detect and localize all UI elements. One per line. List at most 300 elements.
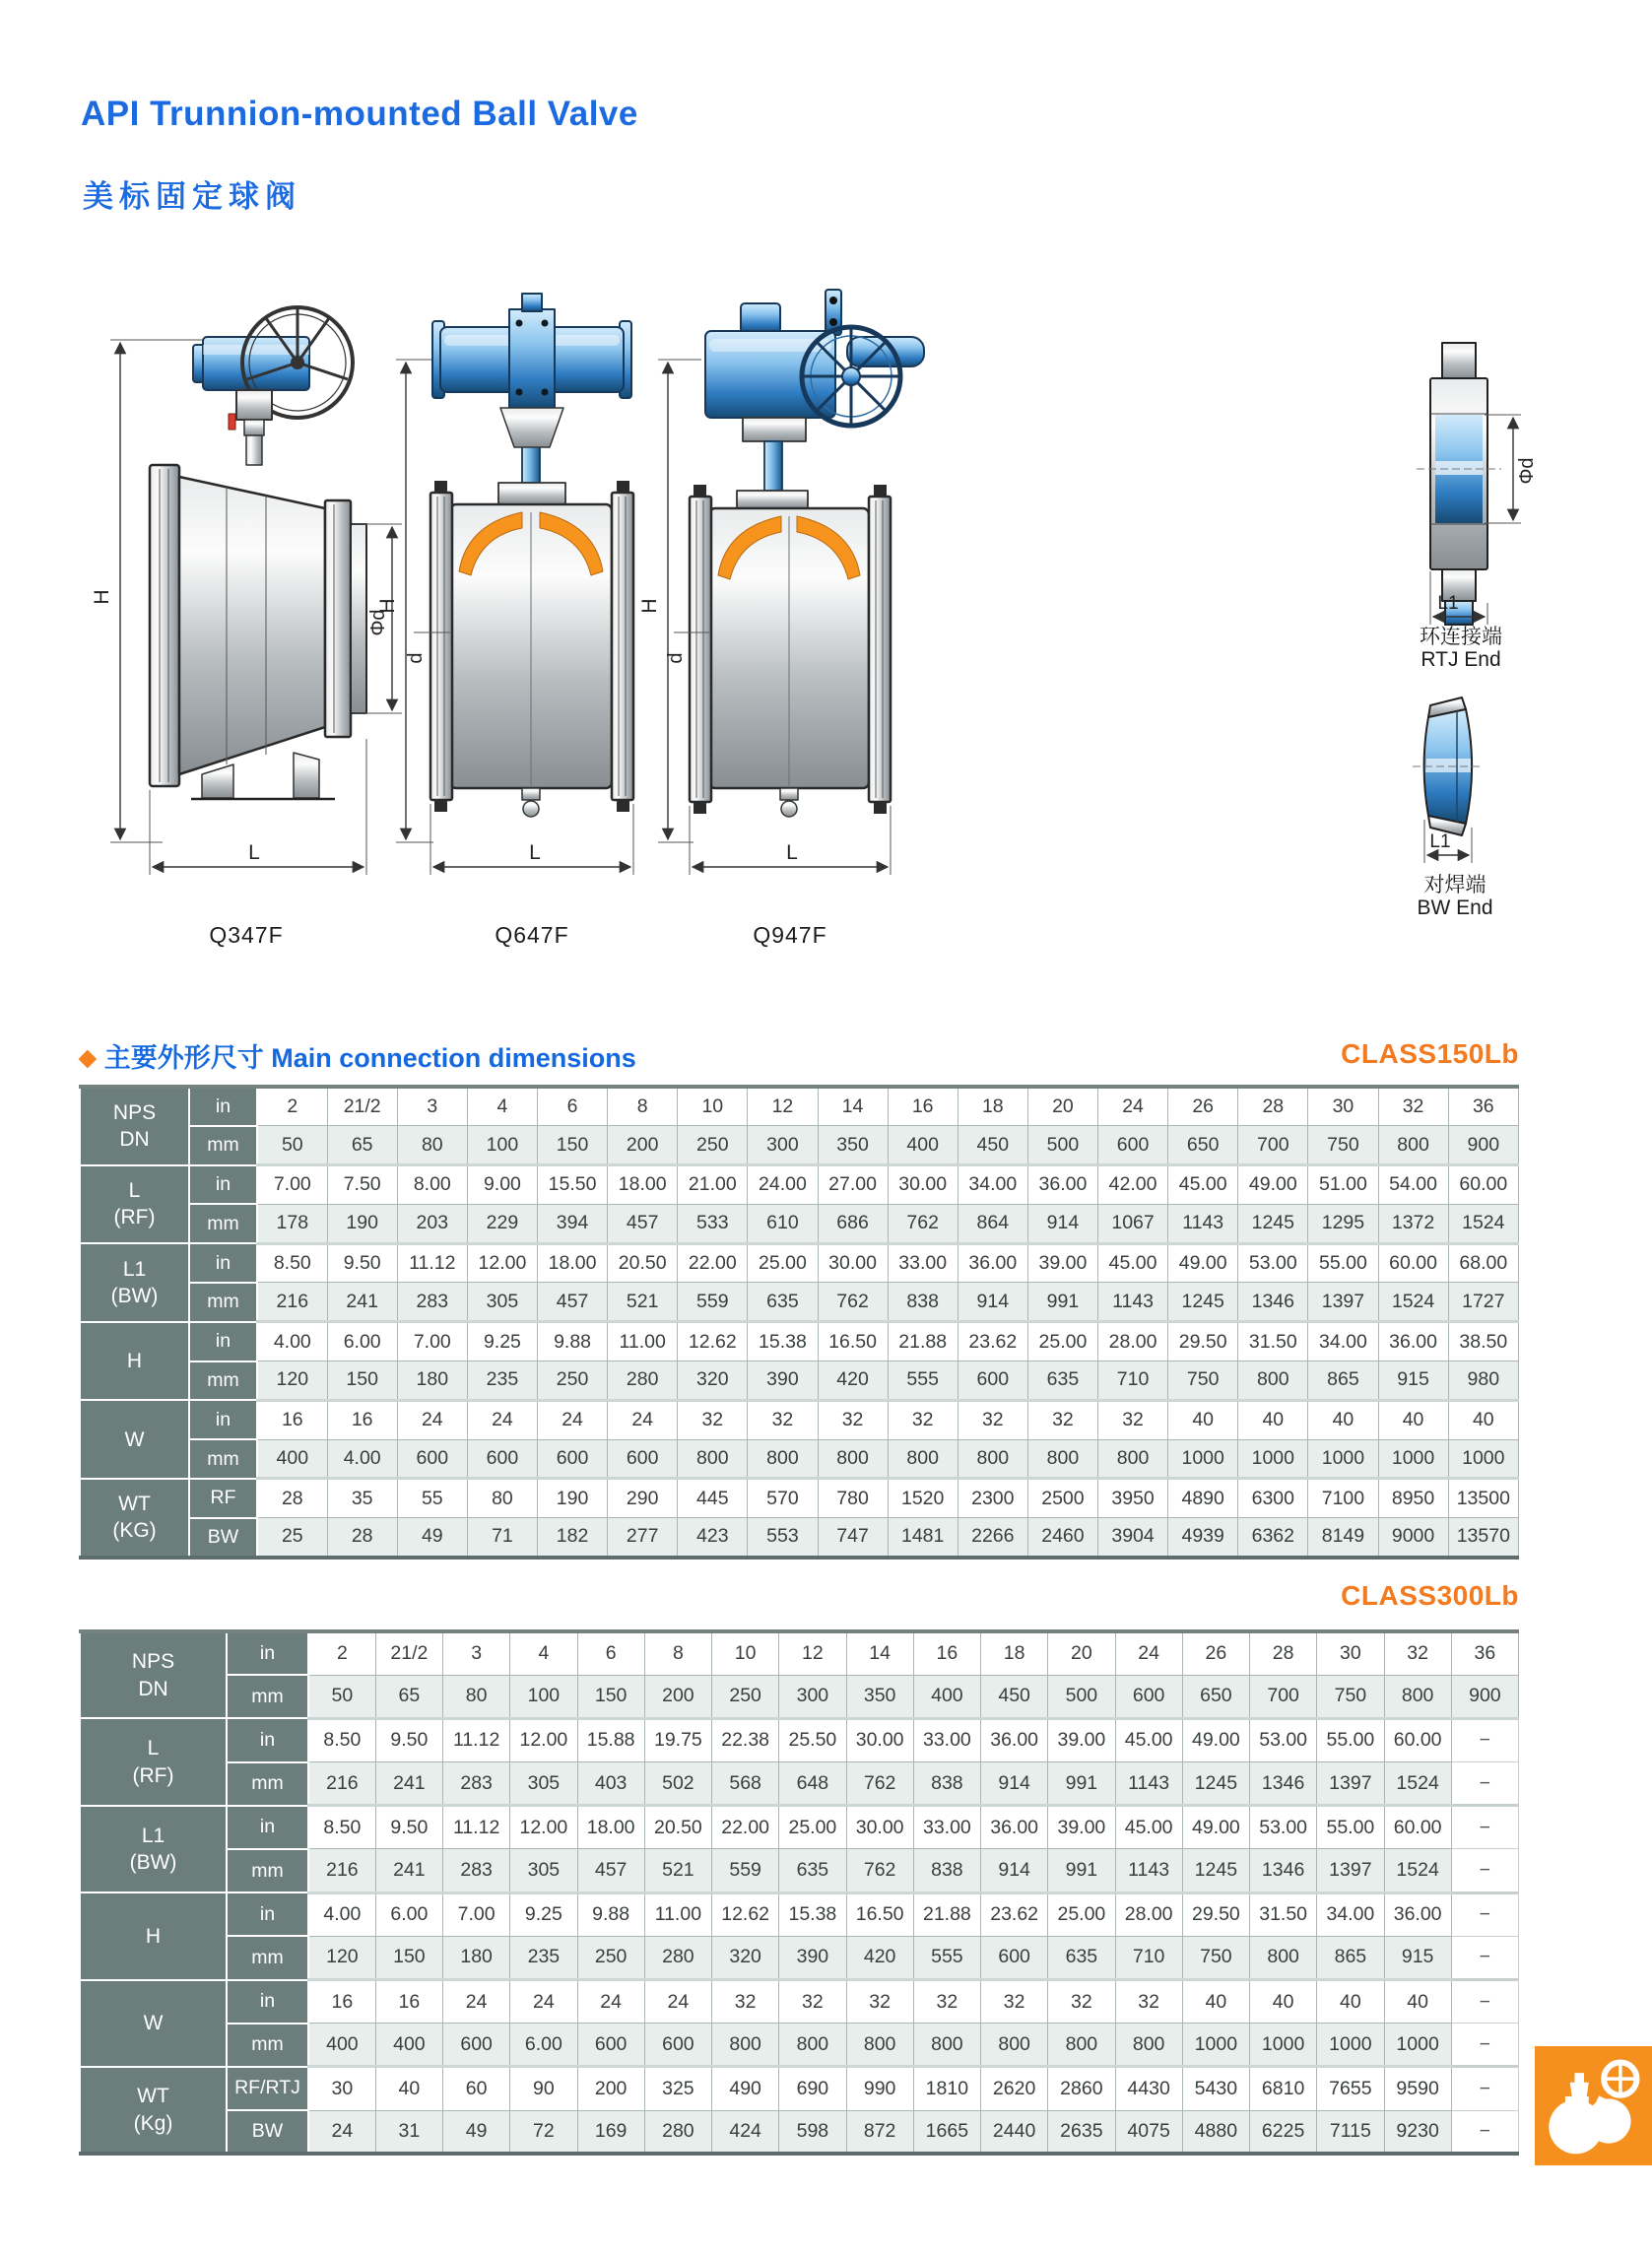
dim-label-h: H — [638, 598, 661, 614]
dimension-cell: 1000 — [1448, 1439, 1518, 1479]
unit-label: mm — [227, 1936, 308, 1979]
dimension-cell: 457 — [608, 1204, 678, 1243]
dimension-cell: 2300 — [958, 1479, 1027, 1518]
class150-dimensions-table — [79, 1085, 1519, 1560]
dimension-cell: 26 — [1168, 1087, 1238, 1126]
dimension-cell: 36.00 — [981, 1718, 1048, 1761]
dimension-cell: 31.50 — [1238, 1322, 1308, 1361]
dimension-cell: 4 — [467, 1087, 537, 1126]
dimension-cell: 216 — [308, 1762, 375, 1806]
rtj-end-label-en: RTJ End — [1421, 648, 1501, 671]
dimension-cell: 747 — [818, 1518, 888, 1558]
dimension-cell: 30.00 — [846, 1718, 913, 1761]
dimension-cell: 325 — [644, 2067, 711, 2110]
dimension-cell: 8.50 — [308, 1718, 375, 1761]
dimension-cell: 4.00 — [308, 1892, 375, 1936]
dimension-cell: 7.00 — [257, 1165, 327, 1205]
dimension-cell: 235 — [510, 1936, 577, 1979]
dimension-cell: 1000 — [1378, 1439, 1448, 1479]
dimension-cell: 13570 — [1448, 1518, 1518, 1558]
dimension-cell: 40 — [375, 2067, 442, 2110]
dimension-cell: 800 — [748, 1439, 818, 1479]
dimension-cell: 32 — [958, 1400, 1027, 1439]
bw-end-detail — [1413, 697, 1484, 863]
dimension-cell: 838 — [913, 1762, 980, 1806]
dimension-cell: 24 — [538, 1400, 608, 1439]
dimension-cell: 36.00 — [958, 1243, 1027, 1283]
dimension-cell: 55.00 — [1317, 1718, 1384, 1761]
dimension-cell: 32 — [678, 1400, 748, 1439]
dimension-cell: 555 — [913, 1936, 980, 1979]
dimension-cell: 32 — [1048, 1980, 1115, 2024]
dim-label-d: d — [665, 652, 687, 664]
dimension-cell: 2500 — [1027, 1479, 1097, 1518]
unit-label: mm — [189, 1204, 257, 1243]
dimension-cell: 457 — [577, 1849, 644, 1892]
dimension-cell: 750 — [1182, 1936, 1249, 1979]
dimension-cell: 32 — [981, 1980, 1048, 2024]
dimension-cell: 65 — [375, 1675, 442, 1718]
dimension-cell: 3 — [443, 1631, 510, 1675]
dimension-cell: 18.00 — [538, 1243, 608, 1283]
dimension-cell: 100 — [467, 1126, 537, 1165]
dimension-cell: 5430 — [1182, 2067, 1249, 2110]
dimension-cell: 38.50 — [1448, 1322, 1518, 1361]
dimension-cell: 570 — [748, 1479, 818, 1518]
dimension-cell: 80 — [443, 1675, 510, 1718]
dimension-cell: 277 — [608, 1518, 678, 1558]
dimension-cell: 3904 — [1098, 1518, 1168, 1558]
dimension-cell: 762 — [846, 1849, 913, 1892]
dimension-cell: 648 — [779, 1762, 846, 1806]
unit-label: in — [189, 1322, 257, 1361]
dimension-cell: 11.00 — [644, 1892, 711, 1936]
dimension-cell: 15.38 — [779, 1892, 846, 1936]
dimension-cell: 28 — [257, 1479, 327, 1518]
dimension-cell: 30 — [1308, 1087, 1378, 1126]
dimension-cell: 60.00 — [1384, 1806, 1451, 1849]
dimension-cell: 2 — [308, 1631, 375, 1675]
dimension-cell: 53.00 — [1238, 1243, 1308, 1283]
dimension-cell: 300 — [779, 1675, 846, 1718]
dimension-cell: 21.88 — [913, 1892, 980, 1936]
dimension-cell: 9000 — [1378, 1518, 1448, 1558]
dimension-cell: 11.00 — [608, 1322, 678, 1361]
dimension-cell: 7.50 — [327, 1165, 397, 1205]
dim-label-l: L — [248, 841, 260, 864]
dimension-cell: 11.12 — [443, 1718, 510, 1761]
dim-label-l: L — [786, 841, 798, 864]
dimension-cell: 635 — [779, 1849, 846, 1892]
dimension-cell: 28 — [1238, 1087, 1308, 1126]
dimension-cell: 686 — [818, 1204, 888, 1243]
dimension-cell: 1000 — [1238, 1439, 1308, 1479]
dimension-cell: 180 — [397, 1361, 467, 1401]
dimension-cell: 30.00 — [888, 1165, 958, 1205]
dimension-cell: 4890 — [1168, 1479, 1238, 1518]
dimension-cell: 635 — [748, 1283, 818, 1322]
dimension-cell: 490 — [712, 2067, 779, 2110]
bw-end-label-cn: 对焊端 — [1423, 874, 1487, 896]
dimension-cell: 502 — [644, 1762, 711, 1806]
dimension-cell: 14 — [818, 1087, 888, 1126]
dimension-cell: 22.38 — [712, 1718, 779, 1761]
dimension-cell: 190 — [538, 1479, 608, 1518]
dimension-cell: 16 — [308, 1980, 375, 2024]
dimension-cell: 39.00 — [1048, 1806, 1115, 1849]
dimension-cell: 18 — [958, 1087, 1027, 1126]
dimension-cell: 40 — [1308, 1400, 1378, 1439]
dimension-cell: 55 — [397, 1479, 467, 1518]
dimension-cell: 50 — [308, 1675, 375, 1718]
dimension-cell: 280 — [644, 1936, 711, 1979]
dimension-cell: 1346 — [1238, 1283, 1308, 1322]
dimension-cell: 780 — [818, 1479, 888, 1518]
dimension-cell: 241 — [375, 1849, 442, 1892]
dimension-cell: 18 — [981, 1631, 1048, 1675]
dimension-cell: 914 — [958, 1283, 1027, 1322]
dimension-cell: 4.00 — [327, 1439, 397, 1479]
dimension-cell: 49 — [397, 1518, 467, 1558]
dimension-cell: 16 — [375, 1980, 442, 2024]
dimension-cell: 15.38 — [748, 1322, 818, 1361]
dimension-cell: 305 — [510, 1762, 577, 1806]
valve-drawing-q347f — [91, 307, 402, 875]
dimension-cell: 900 — [1451, 1675, 1518, 1718]
dimension-cell: 1520 — [888, 1479, 958, 1518]
unit-label: mm — [227, 1675, 308, 1718]
dimension-cell: 991 — [1048, 1849, 1115, 1892]
section-header — [79, 1036, 1519, 1078]
dimension-cell: 32 — [1378, 1087, 1448, 1126]
flange-detail-rtj — [1417, 343, 1538, 625]
dimension-cell: 800 — [1384, 1675, 1451, 1718]
dimension-cell: 914 — [981, 1762, 1048, 1806]
dimension-cell: 32 — [913, 1980, 980, 2024]
unit-label: mm — [227, 2024, 308, 2067]
dimension-cell: 25.00 — [748, 1243, 818, 1283]
dimension-cell: 33.00 — [913, 1718, 980, 1761]
dimension-cell: 1524 — [1384, 1762, 1451, 1806]
valve-drawing-q947f — [638, 290, 924, 875]
dimension-cell: 20.50 — [608, 1243, 678, 1283]
dimension-cell: 182 — [538, 1518, 608, 1558]
dimension-cell: 15.50 — [538, 1165, 608, 1205]
dimension-cell: 20.50 — [644, 1806, 711, 1849]
dimension-cell: 350 — [846, 1675, 913, 1718]
dimension-cell: 49.00 — [1182, 1718, 1249, 1761]
dimension-cell: 25.00 — [1048, 1892, 1115, 1936]
dimension-cell: 200 — [608, 1126, 678, 1165]
dimension-cell: 1245 — [1238, 1204, 1308, 1243]
brand-logo — [1535, 2046, 1652, 2165]
dimension-cell: 2860 — [1048, 2067, 1115, 2110]
dimension-cell: 24 — [467, 1400, 537, 1439]
row-group-label: H — [80, 1892, 227, 1979]
dimension-cell: 600 — [397, 1439, 467, 1479]
dimension-cell: 6.00 — [327, 1322, 397, 1361]
unit-label: RF — [189, 1479, 257, 1518]
dimension-cell: 250 — [577, 1936, 644, 1979]
dimension-cell: 18.00 — [577, 1806, 644, 1849]
dimension-cell: 32 — [1115, 1980, 1182, 2024]
dimension-cell: 40 — [1448, 1400, 1518, 1439]
dimension-cell: 51.00 — [1308, 1165, 1378, 1205]
dimension-cell: 24.00 — [748, 1165, 818, 1205]
dimension-cell: 35 — [327, 1479, 397, 1518]
dim-label-phi-d: Φd — [367, 609, 389, 636]
dimension-cell: 8.00 — [397, 1165, 467, 1205]
dimension-cell: 1245 — [1168, 1283, 1238, 1322]
dimension-cell: 65 — [327, 1126, 397, 1165]
dimension-cell: 750 — [1317, 1675, 1384, 1718]
dimension-cell: 235 — [467, 1361, 537, 1401]
unit-label: in — [227, 1631, 308, 1675]
dimension-cell: 40 — [1317, 1980, 1384, 2024]
unit-label: BW — [189, 1518, 257, 1558]
dimension-cell: 3950 — [1098, 1479, 1168, 1518]
dimension-cell: 20 — [1048, 1631, 1115, 1675]
unit-label: mm — [189, 1439, 257, 1479]
dimension-cell: 390 — [779, 1936, 846, 1979]
dimension-cell: 980 — [1448, 1361, 1518, 1401]
dimension-cell: 36.00 — [1384, 1892, 1451, 1936]
dimension-cell: 914 — [981, 1849, 1048, 1892]
dim-label-l1: L1 — [1429, 831, 1451, 852]
dimension-cell: 21.00 — [678, 1165, 748, 1205]
dimension-cell: 390 — [748, 1361, 818, 1401]
dimension-cell: 800 — [846, 2024, 913, 2067]
dimension-cell: 241 — [327, 1283, 397, 1322]
dimension-cell: 22.00 — [678, 1243, 748, 1283]
dimension-cell: 700 — [1238, 1126, 1308, 1165]
dimension-cell: − — [1451, 1806, 1518, 1849]
dimension-cell: 394 — [538, 1204, 608, 1243]
dimension-cell: 800 — [1048, 2024, 1115, 2067]
ball-valve-logo-icon — [1535, 2046, 1652, 2165]
dimension-cell: 21.88 — [888, 1322, 958, 1361]
dimension-cell: 49 — [443, 2110, 510, 2154]
dimension-cell: 1000 — [1317, 2024, 1384, 2067]
dimension-cell: 71 — [467, 1518, 537, 1558]
dimension-cell: 10 — [678, 1087, 748, 1126]
dimension-cell: 12 — [779, 1631, 846, 1675]
dimension-cell: 600 — [644, 2024, 711, 2067]
row-group-label: NPS DN — [80, 1087, 189, 1165]
dimension-cell: 27.00 — [818, 1165, 888, 1205]
dimension-cell: 25.00 — [779, 1806, 846, 1849]
dimension-cell: 241 — [375, 1762, 442, 1806]
dimension-cell: 39.00 — [1027, 1243, 1097, 1283]
dimension-cell: 7100 — [1308, 1479, 1378, 1518]
dimension-cell: 6810 — [1250, 2067, 1317, 2110]
dimension-cell: 1000 — [1308, 1439, 1378, 1479]
dimension-cell: 1524 — [1378, 1283, 1448, 1322]
dimension-cell: 610 — [748, 1204, 818, 1243]
dimension-cell: 60.00 — [1448, 1165, 1518, 1205]
dimension-cell: 180 — [443, 1936, 510, 1979]
dimension-cell: 800 — [1238, 1361, 1308, 1401]
dimension-cell: 6362 — [1238, 1518, 1308, 1558]
dimension-cell: 12.00 — [467, 1243, 537, 1283]
dimension-cell: 25 — [257, 1518, 327, 1558]
dimension-cell: 9.00 — [467, 1165, 537, 1205]
dimension-cell: 750 — [1308, 1126, 1378, 1165]
dimension-cell: 1143 — [1168, 1204, 1238, 1243]
row-group-label: H — [80, 1322, 189, 1401]
dimension-cell: 838 — [913, 1849, 980, 1892]
dimension-cell: 9.88 — [538, 1322, 608, 1361]
dimension-cell: 1143 — [1115, 1762, 1182, 1806]
dimension-cell: 32 — [712, 1980, 779, 2024]
dimension-cell: 283 — [443, 1849, 510, 1892]
dimension-cell: 1295 — [1308, 1204, 1378, 1243]
row-group-label: L1 (BW) — [80, 1806, 227, 1892]
class150-label: CLASS150Lb — [1341, 1038, 1519, 1069]
dim-label-phi-d: Φd — [1516, 457, 1538, 485]
dimension-cell: 762 — [888, 1204, 958, 1243]
unit-label: mm — [189, 1283, 257, 1322]
dimension-cell: 32 — [1384, 1631, 1451, 1675]
dimension-cell: 24 — [1115, 1631, 1182, 1675]
dimension-cell: 178 — [257, 1204, 327, 1243]
dim-label-d: d — [405, 652, 427, 664]
row-group-label: L1 (BW) — [80, 1243, 189, 1322]
dimension-cell: 16 — [257, 1400, 327, 1439]
dimension-cell: 10 — [712, 1631, 779, 1675]
rtj-end-label-cn: 环连接端 — [1420, 626, 1502, 648]
dimension-cell: 26 — [1182, 1631, 1249, 1675]
dimension-cell: 32 — [748, 1400, 818, 1439]
dimension-cell: 2 — [257, 1087, 327, 1126]
dimension-cell: 21/2 — [327, 1087, 397, 1126]
dimension-cell: 34.00 — [1308, 1322, 1378, 1361]
dimension-cell: 423 — [678, 1518, 748, 1558]
dimension-cell: 290 — [608, 1479, 678, 1518]
dimension-cell: 450 — [981, 1675, 1048, 1718]
dimension-cell: 49.00 — [1238, 1165, 1308, 1205]
dimension-cell: 36 — [1451, 1631, 1518, 1675]
dimension-cell: 120 — [257, 1361, 327, 1401]
dimension-cell: 2635 — [1048, 2110, 1115, 2154]
dimension-cell: 28 — [327, 1518, 397, 1558]
dimension-cell: 800 — [981, 2024, 1048, 2067]
dimension-cell: 1524 — [1448, 1204, 1518, 1243]
dim-label-l1: L1 — [1437, 593, 1459, 614]
dimension-cell: − — [1451, 2110, 1518, 2154]
unit-label: in — [189, 1400, 257, 1439]
dimension-cell: 24 — [443, 1980, 510, 2024]
dimension-cell: 45.00 — [1098, 1243, 1168, 1283]
dimension-cell: 7.00 — [397, 1322, 467, 1361]
dimension-cell: 280 — [608, 1361, 678, 1401]
dimension-cell: 2440 — [981, 2110, 1048, 2154]
dimension-cell: 216 — [257, 1283, 327, 1322]
dim-label-l: L — [529, 841, 541, 864]
dimension-cell: 300 — [748, 1126, 818, 1165]
dimension-cell: 7655 — [1317, 2067, 1384, 2110]
dimension-cell: 800 — [818, 1439, 888, 1479]
dimension-cell: 30 — [1317, 1631, 1384, 1675]
dimension-cell: 28 — [1250, 1631, 1317, 1675]
dimension-cell: 40 — [1378, 1400, 1448, 1439]
dimension-cell: 9.88 — [577, 1892, 644, 1936]
dimension-cell: 120 — [308, 1936, 375, 1979]
dimension-cell: 800 — [1378, 1126, 1448, 1165]
dimension-cell: 865 — [1317, 1936, 1384, 1979]
valve-drawing-q647f — [376, 294, 633, 875]
row-group-label: W — [80, 1980, 227, 2067]
unit-label: RF/RTJ — [227, 2067, 308, 2110]
dimension-cell: 169 — [577, 2110, 644, 2154]
dimension-cell: 350 — [818, 1126, 888, 1165]
dimension-cell: 13500 — [1448, 1479, 1518, 1518]
dimension-cell: 4 — [510, 1631, 577, 1675]
dimension-cell: − — [1451, 1936, 1518, 1979]
dimension-cell: 25.00 — [1027, 1322, 1097, 1361]
dimension-cell: 710 — [1098, 1361, 1168, 1401]
dimension-cell: 800 — [712, 2024, 779, 2067]
dimension-cell: 762 — [818, 1283, 888, 1322]
dimension-cell: 50 — [257, 1126, 327, 1165]
dimension-cell: 28.00 — [1098, 1322, 1168, 1361]
dimension-cell: 600 — [958, 1361, 1027, 1401]
dimension-cell: 16 — [888, 1087, 958, 1126]
dimension-cell: 400 — [257, 1439, 327, 1479]
dimension-cell: 9.50 — [327, 1243, 397, 1283]
dimension-cell: 600 — [608, 1439, 678, 1479]
dimension-cell: 1000 — [1168, 1439, 1238, 1479]
dimension-cell: 24 — [308, 2110, 375, 2154]
dimension-cell: 991 — [1027, 1283, 1097, 1322]
dimension-cell: 1346 — [1250, 1762, 1317, 1806]
unit-label: mm — [227, 1849, 308, 1892]
dimension-cell: − — [1451, 1892, 1518, 1936]
dimension-cell: 68.00 — [1448, 1243, 1518, 1283]
unit-label: in — [189, 1243, 257, 1283]
model-label-q647f: Q647F — [495, 922, 569, 948]
class300-label: CLASS300Lb — [1341, 1580, 1519, 1611]
dimension-cell: 8 — [644, 1631, 711, 1675]
dimension-cell: 34.00 — [958, 1165, 1027, 1205]
dimension-cell: 1524 — [1384, 1849, 1451, 1892]
dimension-cell: 150 — [538, 1126, 608, 1165]
dimension-cell: 33.00 — [913, 1806, 980, 1849]
dimension-cell: 40 — [1168, 1400, 1238, 1439]
dimension-cell: 800 — [958, 1439, 1027, 1479]
dimension-cell: 445 — [678, 1479, 748, 1518]
dimension-cell: 9230 — [1384, 2110, 1451, 2154]
dimension-cell: 600 — [1115, 1675, 1182, 1718]
dimension-cell: 400 — [308, 2024, 375, 2067]
dimension-cell: 36.00 — [1027, 1165, 1097, 1205]
row-group-label: WT (KG) — [80, 1479, 189, 1558]
dimension-cell: 1245 — [1182, 1762, 1249, 1806]
dimension-cell: 710 — [1115, 1936, 1182, 1979]
dimension-cell: 6225 — [1250, 2110, 1317, 2154]
page-title: API Trunnion-mounted Ball Valve — [81, 95, 638, 133]
dimension-cell: 18.00 — [608, 1165, 678, 1205]
dimension-cell: 991 — [1048, 1762, 1115, 1806]
dimension-cell: 32 — [846, 1980, 913, 2024]
dimension-cell: 45.00 — [1168, 1165, 1238, 1205]
row-group-label: L (RF) — [80, 1718, 227, 1805]
dimension-cell: 555 — [888, 1361, 958, 1401]
dimension-cell: 4880 — [1182, 2110, 1249, 2154]
dimension-cell: 250 — [678, 1126, 748, 1165]
dimension-cell: 600 — [1098, 1126, 1168, 1165]
dimension-cell: 553 — [748, 1518, 818, 1558]
